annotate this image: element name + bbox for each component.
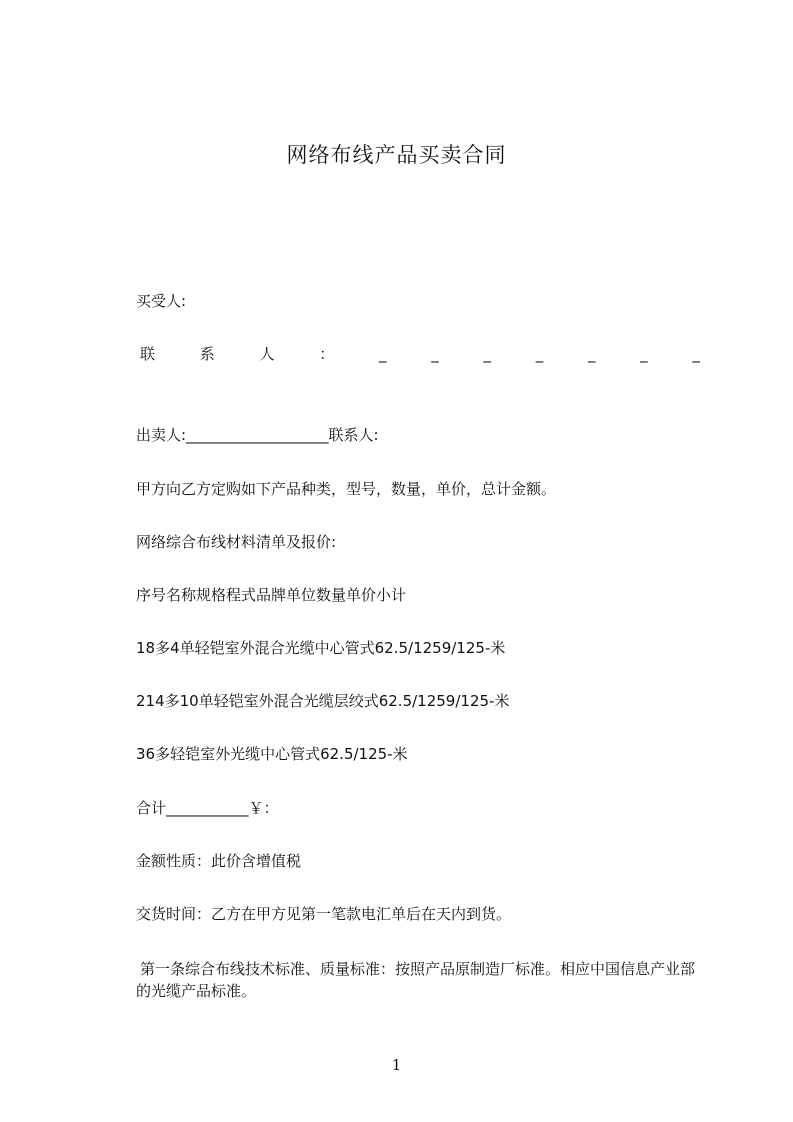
contact-blank: _	[587, 345, 596, 363]
document-title: 网络布线产品买卖合同	[286, 143, 507, 167]
item-line: 18多4单轻铠室外混合光缆中心管式62.5/1259/125-米	[136, 639, 506, 657]
contact-blank: _	[431, 345, 439, 363]
contact-blank: _	[640, 345, 648, 363]
item-line: 214多10单轻铠室外混合光缆层绞式62.5/1259/125-米	[136, 692, 510, 710]
contact-blank: _	[379, 345, 387, 363]
order-intro: 甲方向乙方定购如下产品种类，型号，数量，单价，总计金额。	[136, 480, 557, 498]
table-header: 序号名称规格程式品牌单位数量单价小计	[136, 586, 407, 604]
total-line: 合计___________￥：	[136, 799, 279, 817]
buyer-contact-row	[140, 343, 700, 365]
seller-line: 出卖人:___________________联系人:	[136, 426, 379, 444]
contact-char: ：	[319, 345, 335, 363]
contact-char: 人	[259, 345, 275, 363]
page-number: 1	[391, 1056, 402, 1074]
item-line: 36多轻铠室外光缆中心管式62.5/125-米	[136, 745, 408, 763]
amount-nature: 金额性质：此价含增值税	[136, 852, 302, 870]
delivery-time: 交货时间：乙方在甲方见第一笔款电汇单后在天内到货。	[136, 905, 512, 923]
contact-char: 系	[199, 345, 215, 363]
contact-blank: _	[535, 345, 544, 363]
contact-blank: _	[483, 345, 491, 363]
article-one: 第一条综合布线技术标准、质量标准：按照产品原制造厂标准。相应中国信息产业部的光缆产品标准。	[136, 960, 696, 1000]
materials-heading: 网络综合布线材料清单及报价:	[136, 533, 337, 551]
contact-blank: _	[692, 345, 700, 363]
buyer-label: 买受人:	[136, 292, 187, 310]
contact-char: 联	[140, 345, 156, 363]
